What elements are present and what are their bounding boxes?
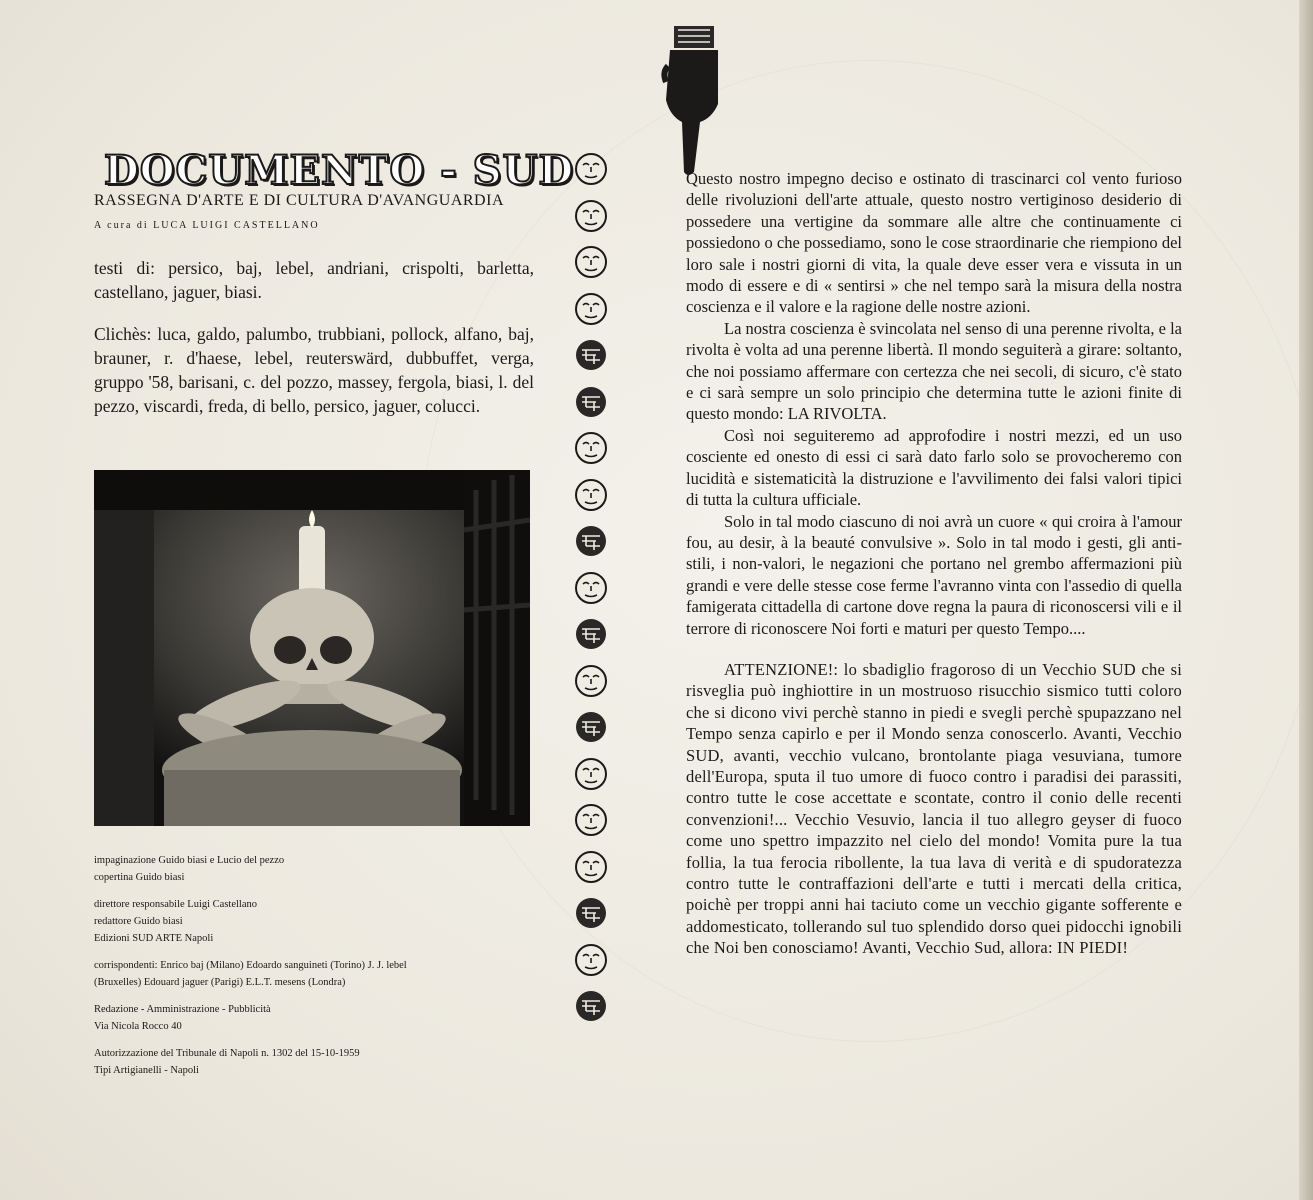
face-icon <box>574 478 608 512</box>
editor-credit: redattore Guido biasi <box>94 916 183 927</box>
cover-credit: copertina Guido biasi <box>94 872 185 883</box>
manifesto-article <box>686 168 1182 959</box>
face-icon <box>574 757 608 791</box>
maze-icon <box>574 989 608 1023</box>
subtitle: RASSEGNA D'ARTE E DI CULTURA D'AVANGUARDIA <box>94 192 504 209</box>
face-icon <box>574 292 608 326</box>
printer-line: Tipi Artigianelli - Napoli <box>94 1065 199 1076</box>
face-icon <box>574 943 608 977</box>
photo-illustration <box>94 470 530 826</box>
curator-line: A cura di LUCA LUIGI CASTELLANO <box>94 220 320 231</box>
authorization-line: Autorizzazione del Tribunale di Napoli n. 1302 del 15-10-1959 <box>94 1048 360 1059</box>
layout-credit: impaginazione Guido biasi e Lucio del pezzo <box>94 855 285 866</box>
paragraph-3: Così noi seguiteremo ad approfodire i nostri mezzi, ed un uso cosciente ed onesto di essi ci sarà dato farlo solo se provocheremo con lucidità e sistematicità la distruzione e l'avvilimento dei falsi valori tipici di tutta la cultura ufficiale. <box>686 425 1182 510</box>
correspondents-line-2: (Bruxelles) Edouard jaguer (Parigi) E.L.T. mesens (Londra) <box>94 977 346 988</box>
texts-credits: testi di: persico, baj, lebel, andriani, crispolti, barletta, castellano, jaguer, biasi. <box>94 258 534 302</box>
masthead-title: DOCUMENTO - SUD <box>104 147 575 194</box>
skull-candle-photo <box>94 470 530 826</box>
colophon <box>94 852 544 1089</box>
face-icon <box>574 431 608 465</box>
address-line: Via Nicola Rocco 40 <box>94 1021 182 1032</box>
paragraph-2: La nostra coscienza è svincolata nel senso di una perenne rivolta, e la rivolta è volta ad una perenne libertà. Il mondo seguiterà a girare: soltanto, che noi possiamo affermare con certezza che nei secoli, di sicuro, c'è stato e ci sarà sempre un solo principio che determina tutte le azioni finite di questo mondo: LA RIVOLTA. <box>686 318 1182 424</box>
maze-icon <box>574 524 608 558</box>
attenzione-paragraph: ATTENZIONE!: lo sbadiglio fragoroso di un Vecchio SUD che si risveglia può inghiottire in un mostruoso risucchio sismico tutti coloro che si dicono vivi perchè stanno in piedi e svegli perchè spupazzano nel Tempo senza capirlo e per il Mondo senza conoscerlo. Avanti, Vecchio SUD, avanti, vecchio vulcano, brontolante piaga vesuviana, tumore dell'Europa, sputa il tuo umore di fuoco contro i paradisi dei parassiti, contro tutte le cose accettate e scontate, contro il conio delle recenti convenzioni!... Vecchio Vesuvio, lancia il tuo allegro geyser di fuoco come uno spettro impazzito nel cielo del mondo! Vomita pure la tua follia, la tua ferocia ribollente, la tua lava di verità e di spudoratezza contro tutte le contraffazioni dell'arte e tutti i mercati della critica, poichè per troppi anni hai taciuto come un vecchio gigante sofferente e addomesticato, tollerando sul tuo splendido dorso quei pidocchi ignobili che Noi ben conosciamo! Avanti, Vecchio Sud, allora: IN PIEDI! <box>686 659 1182 958</box>
face-icon <box>574 199 608 233</box>
face-icon <box>574 571 608 605</box>
paragraph-4: Solo in tal modo ciascuno di noi avrà un cuore « qui croira à l'amour fou, au desir, à la beauté convulsive ». Solo in tal modo i gesti, gli anti-stili, i non-valori, le negazioni che portano nel grembo affermazioni più grandi e vere delle stesse cose ferme l'avranno vinta con l'assedio di quella famigerata cittadella di cartone dove regna la paura di riconoscersi vili e il terrore di riconoscere Noi forti e maturi per questo Tempo.... <box>686 511 1182 638</box>
paragraph-1: Questo nostro impegno deciso e ostinato di trascinarci col vento furioso delle rivoluzioni dell'arte attuale, questo nostro vertiginoso desiderio di possedere una vertigine da sommare alle altre che continuamente ci possiedono o che possediamo, sono le cose straordinarie che riempiono del loro sale i nostri giorni di vita, la quale deve esser vera e vissuta in un modo di essere e di « sentirsi » che nel tempo sarà la misura della nostra coscienza e il valore e la ragione delle nostre azioni. <box>686 169 1182 317</box>
pointing-hand-icon <box>660 26 722 176</box>
maze-icon <box>574 710 608 744</box>
maze-icon <box>574 617 608 651</box>
credits-block <box>94 256 534 436</box>
maze-icon <box>574 385 608 419</box>
office-line: Redazione - Amministrazione - Pubblicità <box>94 1004 271 1015</box>
cliches-credits: Clichès: luca, galdo, palumbo, trubbiani, pollock, alfano, baj, brauner, r. d'haese, lebel, reuterswärd, dubbuffet, verga, gruppo '58, barisani, c. del pozzo, massey, fergola, biasi, l. del pezzo, viscardi, freda, di bello, persico, jaguer, colucci. <box>94 324 534 416</box>
maze-icon <box>574 338 608 372</box>
face-icon <box>574 664 608 698</box>
face-icon <box>574 803 608 837</box>
page-edge <box>1299 0 1313 1200</box>
correspondents-line-1: corrispondenti: Enrico baj (Milano) Edoardo sanguineti (Torino) J. J. lebel <box>94 960 407 971</box>
face-icon <box>574 152 608 186</box>
face-icon <box>574 245 608 279</box>
publisher-credit: Edizioni SUD ARTE Napoli <box>94 933 214 944</box>
director-credit: direttore responsabile Luigi Castellano <box>94 899 257 910</box>
maze-icon <box>574 896 608 930</box>
face-icon <box>574 850 608 884</box>
